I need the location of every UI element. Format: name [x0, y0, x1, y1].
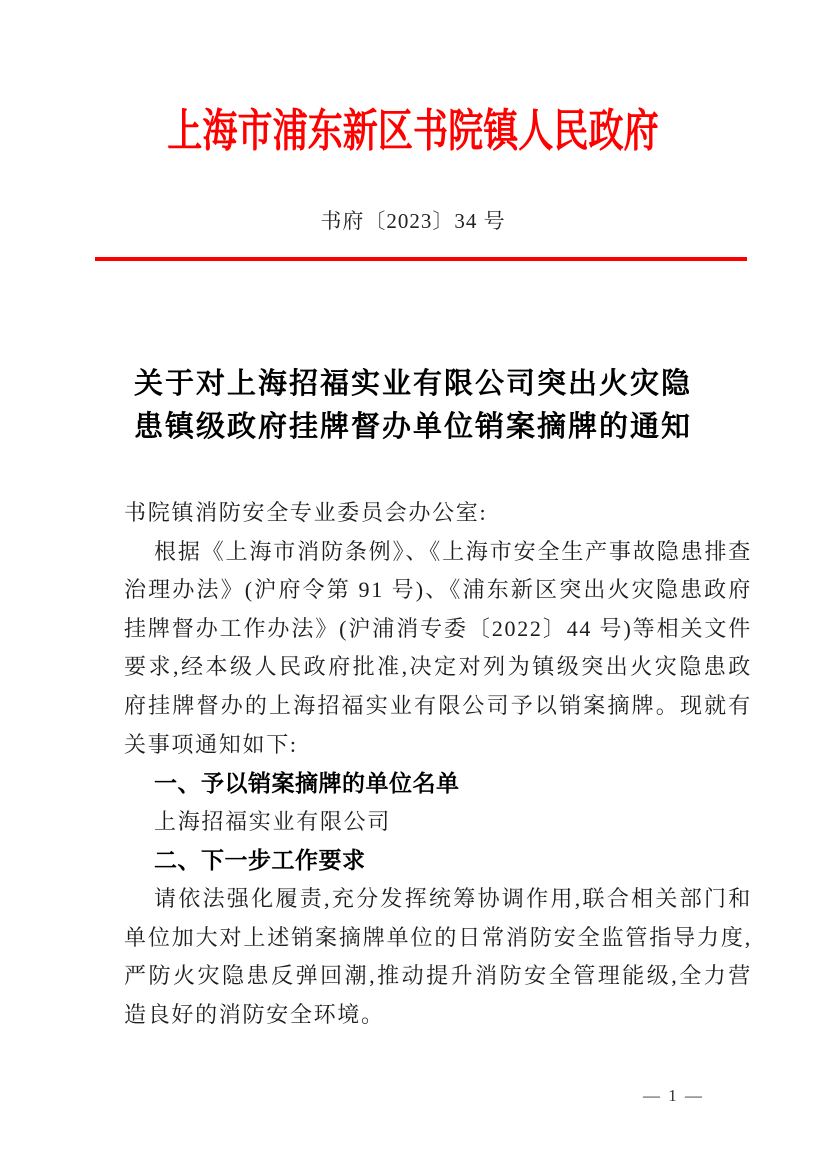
section-1-content: 上海招福实业有限公司: [154, 808, 392, 834]
letterhead-issuer-text: 上海市浦东新区书院镇人民政府: [167, 106, 659, 156]
letterhead-issuer: [0, 106, 826, 156]
red-separator-line: [95, 257, 747, 261]
section-1-heading: 一、予以销案摘牌的单位名单: [154, 770, 460, 797]
section-2-paragraph: 请依法强化履责,充分发挥统筹协调作用,联合相关部门和单位加大对上述销案摘牌单位的日常消防安全监管指导力度,严防火灾隐患反弹回潮,推动提升消防安全管理能级,全力营造良好的消防安全环境。: [124, 885, 752, 1027]
intro-paragraph: 根据《上海市消防条例》、《上海市安全生产事故隐患排查治理办法》(沪府令第 91 号)、《浦东新区突出火灾隐患政府挂牌督办工作办法》(沪浦消专委〔2022〕44 号)等相关文件要求,经本级人民政府批准,决定对列为镇级突出火灾隐患政府挂牌督办的上海招福实业有限公司予以销案摘牌。现就有关事项通知如下:: [124, 538, 752, 757]
section-2-heading: 二、下一步工作要求: [154, 847, 366, 874]
salutation: 书院镇消防安全专业委员会办公室:: [124, 500, 488, 525]
document-body: [124, 494, 752, 1034]
document-number: 书府〔2023〕34 号: [320, 209, 506, 233]
page-number: — 1 —: [643, 1086, 704, 1105]
document-title: 关于对上海招福实业有限公司突出火灾隐患镇级政府挂牌督办单位销案摘牌的通知: [133, 368, 692, 443]
